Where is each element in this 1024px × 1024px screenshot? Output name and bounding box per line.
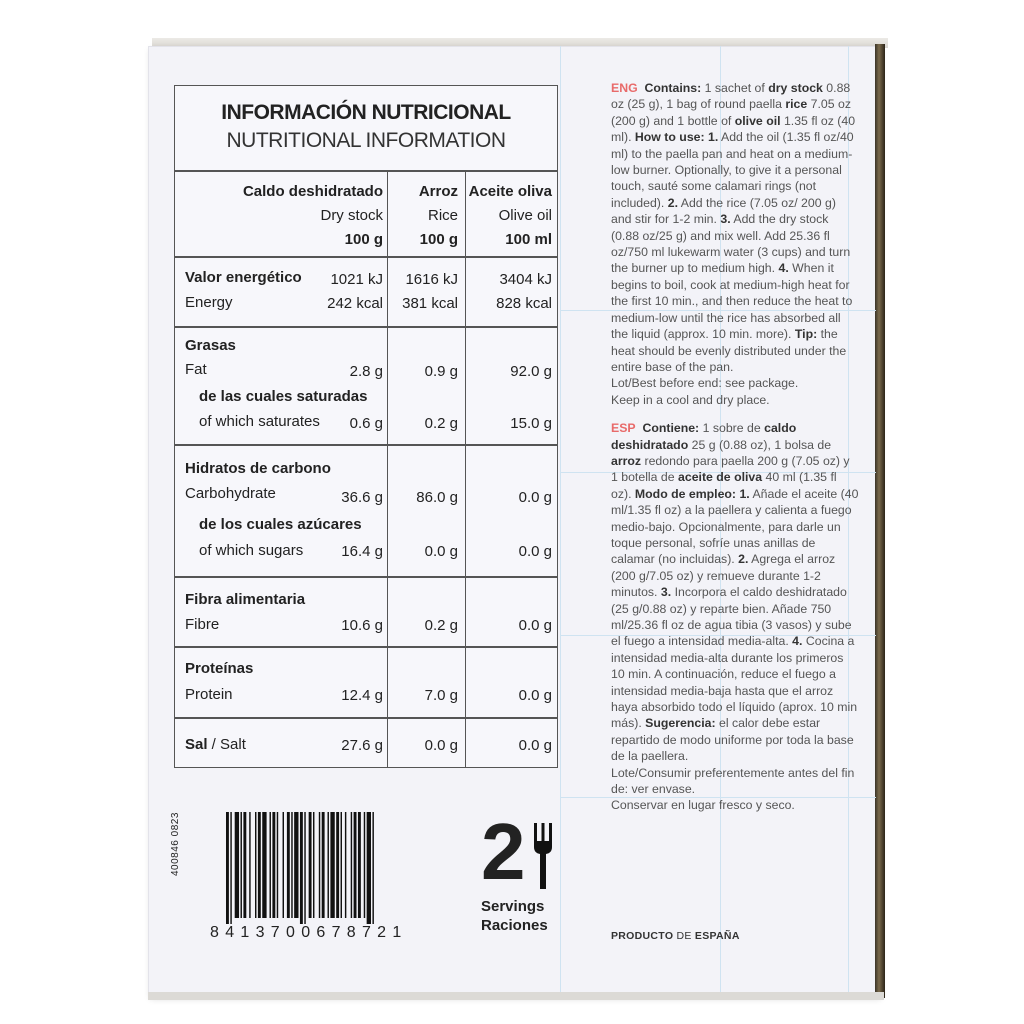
- esp-bold: 2.: [738, 552, 749, 567]
- protein-label-en: Protein: [185, 686, 233, 703]
- eng-bold: olive oil: [734, 113, 781, 128]
- esp-bold: 3.: [660, 585, 672, 600]
- esp-text: el calor debe estar repartido de modo uniforme por toda la base de la paellera.: [611, 716, 854, 764]
- nutrition-title-es: INFORMACIÓN NUTRICIONAL: [221, 101, 511, 124]
- lang-tag-esp: ESP: [611, 421, 636, 436]
- eng-bold: dry stock: [768, 81, 823, 95]
- header-stock-qty: 100 g: [344, 231, 383, 248]
- barcode-bar: [300, 812, 303, 924]
- esp-text: Agrega el arroz (200 g/7.05 oz) y remueve durante 1-2 minutos.: [611, 552, 836, 600]
- instructions: [611, 80, 859, 814]
- barcode-bar: [230, 812, 231, 924]
- barcode-bar: [354, 812, 357, 918]
- carbs-label-es: Hidratos de carbono: [185, 460, 331, 477]
- saturates-rice: 0.2 g: [424, 415, 458, 432]
- barcode-bar: [270, 812, 271, 918]
- sugars-stock: 16.4 g: [341, 543, 383, 560]
- eng-lot: Lot/Best before end: see package.: [611, 376, 799, 391]
- made-in-text: DE: [676, 930, 692, 942]
- carbs-label-en: Carbohydrate: [185, 485, 276, 502]
- instructions-spanish: [611, 420, 859, 814]
- eng-text: 1 sachet of: [701, 81, 769, 95]
- esp-text: Incorpora el caldo deshidratado (25 g/0.88 oz) y reparte bien. Añade 750 ml/25.36 fl oz de agua tibia (3 vasos) y sube el fuego a intensidad media-alta.: [611, 585, 852, 649]
- barcode-number: 8413700678721: [210, 924, 408, 941]
- barcode-bar: [283, 812, 284, 918]
- fat-rice: 0.9 g: [424, 363, 458, 380]
- esp-bold: arroz: [611, 453, 642, 468]
- fibre-label-en: Fibre: [185, 616, 220, 633]
- eng-bold: Tip:: [794, 327, 818, 342]
- barcode-bar: [358, 812, 361, 918]
- protein-label-es: Proteínas: [185, 660, 254, 677]
- energy-kcal-rice: 381 kcal: [402, 295, 458, 312]
- sugars-label-es: de los cuales azúcares: [199, 516, 362, 533]
- barcode-bar: [351, 812, 352, 918]
- servings-number: 2: [481, 807, 526, 896]
- barcode-bar: [243, 812, 246, 918]
- energy-label-es: Valor energético: [185, 269, 302, 286]
- nutrition-title-en: NUTRITIONAL INFORMATION: [226, 129, 506, 152]
- made-in-spain: [611, 930, 740, 942]
- saturates-stock: 0.6 g: [349, 415, 383, 432]
- divider: [175, 444, 557, 446]
- fat-label-en: Fat: [185, 361, 207, 378]
- eng-text: When it begins to boil, cook at medium-high heat for the first 10 min., and then reduce the heat to medium-low until the rice has absorbed all the liquid (approx. 10 min. more).: [611, 261, 853, 342]
- barcode-bar: [313, 812, 314, 918]
- sugars-label-en: of which sugars: [199, 542, 304, 559]
- eng-bold: rice: [785, 97, 808, 112]
- fibre-rice: 0.2 g: [424, 617, 458, 634]
- protein-stock: 12.4 g: [341, 687, 383, 704]
- header-oil-es: Aceite oliva: [468, 183, 552, 200]
- esp-text: 25 g (0.88 oz), 1 bolsa de: [688, 437, 832, 452]
- protein-rice: 7.0 g: [424, 687, 458, 704]
- header-rice-qty: 100 g: [419, 231, 458, 248]
- eng-text: the heat should be evenly distributed under the entire base of the pan.: [611, 327, 847, 374]
- barcode-bar: [330, 812, 334, 918]
- fibre-label-es: Fibra alimentaria: [185, 591, 306, 608]
- barcode-bar: [241, 812, 242, 918]
- esp-bold: aceite de oliva: [678, 470, 763, 485]
- divider: [175, 646, 557, 648]
- esp-text: 1 sobre de: [699, 421, 765, 436]
- sugars-rice: 0.0 g: [424, 543, 458, 560]
- barcode-bar: [341, 812, 342, 918]
- divider: [175, 576, 557, 578]
- esp-text: Añade el aceite (40 ml/1.35 fl oz) a la paellera y calienta a fuego medio-bajo. Opcionalmente, para darle un toque personal, sofríe unas anillas de calamar (no incluidas).: [611, 486, 859, 567]
- saturates-label-es: de las cuales saturadas: [199, 388, 368, 405]
- divider: [175, 170, 557, 172]
- esp-bold: 4.: [792, 634, 803, 649]
- header-stock-en: Dry stock: [320, 207, 383, 224]
- barcode-bar: [294, 812, 298, 918]
- barcode-bar: [258, 812, 261, 918]
- barcode-bar: [291, 812, 292, 918]
- barcode-bar: [226, 812, 229, 924]
- barcode: [222, 812, 438, 924]
- fibre-stock: 10.6 g: [341, 617, 383, 634]
- barcode-bar: [364, 812, 365, 918]
- esp-lot: Lote/Consumir preferentemente antes del fin de: ver envase.: [611, 765, 855, 797]
- barcode-bar: [235, 812, 239, 918]
- barcode-bar: [249, 812, 250, 918]
- fibre-oil: 0.0 g: [518, 617, 552, 634]
- carbs-stock: 36.6 g: [341, 489, 383, 506]
- fat-label-es: Grasas: [185, 337, 236, 354]
- eng-keep: Keep in a cool and dry place.: [611, 392, 770, 407]
- carbs-oil: 0.0 g: [518, 489, 552, 506]
- salt-label-es: Sal: [185, 736, 208, 753]
- esp-bold: 1.: [739, 486, 750, 501]
- servings-label-en: Servings: [481, 898, 545, 915]
- header-rice-es: Arroz: [418, 183, 458, 200]
- energy-kj-oil: 3404 kJ: [499, 271, 552, 288]
- esp-keep: Conservar en lugar fresco y seco.: [611, 798, 795, 813]
- eng-text: Add the oil (1.35 fl oz/40 ml) to the paella pan and heat on a medium-low burner. Optionally, to give it a personal touch, sauté some calamari rings (not included).: [611, 130, 854, 210]
- header-oil-qty: 100 ml: [505, 231, 552, 248]
- esp-text: redondo para paella 200 g (7.05 oz) y 1 botella de: [611, 453, 850, 485]
- nutrition-table: [174, 85, 558, 768]
- barcode-bar: [328, 812, 329, 918]
- esp-text: 40 ml (1.35 fl oz).: [611, 470, 837, 501]
- divider: [175, 256, 557, 258]
- barcode-bar: [272, 812, 275, 918]
- eng-contains: Contains:: [644, 81, 702, 95]
- eng-bold: How to use: 1.: [634, 130, 719, 145]
- header-rice-en: Rice: [427, 207, 458, 224]
- barcode-bar: [309, 812, 312, 918]
- grid-line: [560, 46, 561, 992]
- barcode-bar: [304, 812, 305, 924]
- barcode-bar: [277, 812, 278, 918]
- saturates-oil: 15.0 g: [510, 415, 552, 432]
- eng-text: Add the dry stock (0.88 oz/25 g) and mix well. Add 25.36 fl oz/750 ml lukewarm water (3 cups) and turn the burner up to medium high.: [611, 212, 851, 276]
- barcode-bar: [322, 812, 325, 918]
- header-stock-es: Caldo deshidratado: [242, 183, 383, 200]
- eng-text: 0.88 oz (25 g), 1 bag of round paella: [611, 81, 851, 112]
- column-divider: [465, 170, 466, 767]
- barcode-bar: [287, 812, 290, 918]
- divider: [175, 326, 557, 328]
- barcode-bar: [367, 812, 371, 924]
- instructions-english: [611, 80, 859, 408]
- protein-oil: 0.0 g: [518, 687, 552, 704]
- energy-kj-stock: 1021 kJ: [330, 271, 383, 288]
- fork-icon: [533, 823, 553, 889]
- eng-bold: 3.: [720, 212, 731, 227]
- energy-kj-rice: 1616 kJ: [405, 271, 458, 288]
- header-oil-en: Olive oil: [498, 207, 552, 224]
- energy-label-en: Energy: [185, 294, 233, 311]
- eng-text: 1.35 fl oz (40 ml).: [611, 113, 856, 145]
- carbs-rice: 86.0 g: [416, 489, 458, 506]
- energy-kcal-stock: 242 kcal: [327, 295, 383, 312]
- column-divider: [387, 170, 388, 767]
- barcode-bar: [255, 812, 256, 918]
- fat-oil: 92.0 g: [510, 363, 552, 380]
- sugars-oil: 0.0 g: [518, 543, 552, 560]
- eng-text: Add the rice (7.05 oz/ 200 g) and stir for 1-2 min.: [611, 195, 836, 227]
- eng-bold: 4.: [778, 261, 789, 276]
- barcode-side-code: 400846 0823: [170, 812, 181, 876]
- fat-stock: 2.8 g: [349, 363, 383, 380]
- salt-rice: 0.0 g: [424, 737, 458, 754]
- eng-text: 7.05 oz (200 g) and 1 bottle of: [611, 97, 851, 128]
- energy-kcal-oil: 828 kcal: [496, 295, 552, 312]
- barcode-bar: [372, 812, 373, 924]
- barcode-bar: [262, 812, 266, 918]
- esp-contains: Contiene:: [642, 421, 700, 436]
- servings-label-es: Raciones: [481, 917, 548, 934]
- esp-text: Cocina a intensidad media-alta durante los primeros 10 min. A continuación, reduce el fuego a intensidad media-baja hasta que el arroz haya absorbido todo el líquido (aprox. 10 min más).: [611, 634, 858, 731]
- divider: [175, 717, 557, 719]
- eng-bold: 2.: [667, 195, 679, 210]
- salt-label-en: / Salt: [207, 736, 246, 753]
- saturates-label-en: of which saturates: [199, 413, 320, 430]
- lang-tag-eng: ENG: [611, 81, 638, 95]
- made-in-text: ESPAÑA: [691, 930, 740, 942]
- esp-bold: caldo deshidratado: [611, 421, 797, 452]
- esp-bold: Modo de empleo:: [634, 486, 737, 501]
- box-bottom-edge: [148, 992, 884, 1000]
- box-side-edge: [875, 44, 885, 998]
- salt-label: [185, 736, 246, 753]
- barcode-bar: [319, 812, 320, 918]
- made-in-text: PRODUCTO: [611, 930, 677, 942]
- barcode-bar: [336, 812, 339, 918]
- salt-oil: 0.0 g: [518, 737, 552, 754]
- barcode-bar: [345, 812, 346, 918]
- salt-stock: 27.6 g: [341, 737, 383, 754]
- esp-bold: Sugerencia:: [645, 716, 716, 731]
